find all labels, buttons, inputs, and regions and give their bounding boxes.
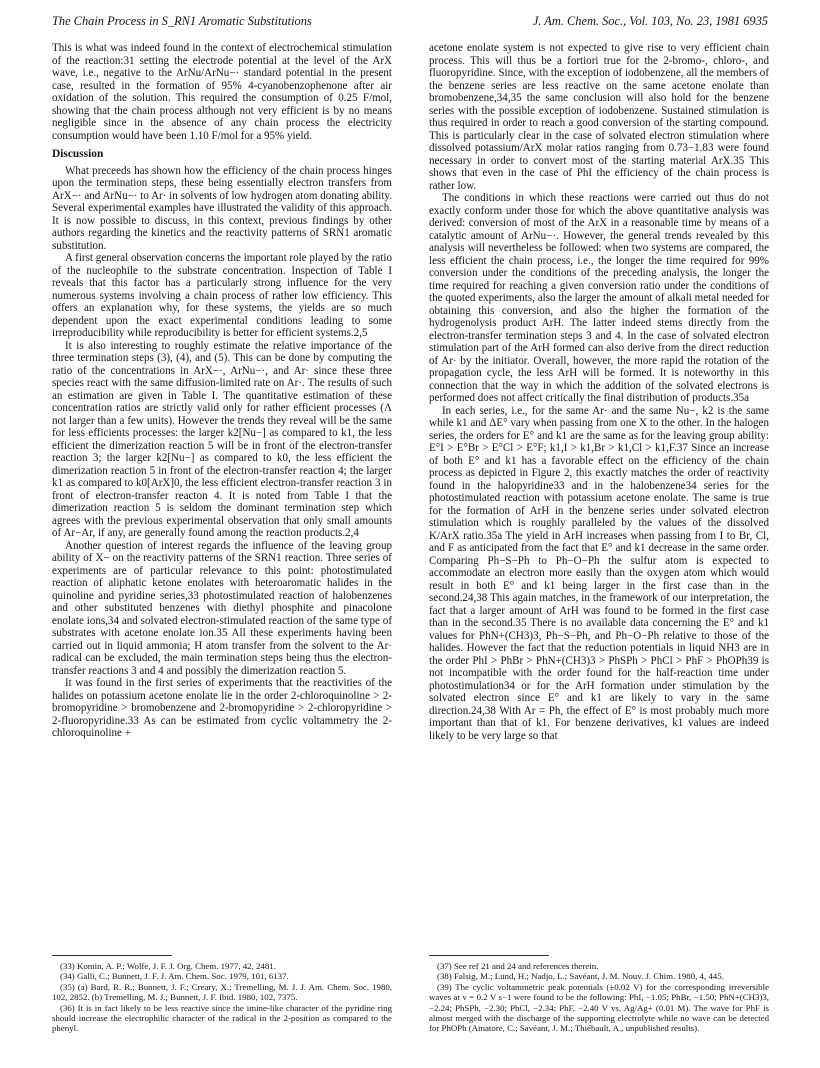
running-title: The Chain Process in S_RN1 Aromatic Substitutions xyxy=(52,14,312,28)
running-header xyxy=(52,14,768,32)
journal-citation: J. Am. Chem. Soc., Vol. 103, No. 23, 1981 6935 xyxy=(532,14,768,28)
paragraph: What preceeds has shown how the efficiency of the chain process hinges upon the termination steps, these being essentially electron transfers from ArX−· and ArNu−· to Ar· in solvents of low hydrogen atom donating ability. Several experimental examples have illustrated the validity of this approach. It is now possible to discuss, in this context, previous findings by other authors regarding the kinetics and the reactivity patterns of SRN1 aromatic substitution. xyxy=(52,164,392,252)
paragraph: It was found in the first series of experiments that the reactivities of the halides on potassium acetone enolate lie in the order 2-chloroquinoline > 2-bromopyridine > bromobenzene and 2-bromopyridine > 2-chloropyridine > 2-fluoropyridine.33 As can be estimated from cyclic voltammetry the 2-chloroquinoline + xyxy=(52,677,392,739)
paragraph: Another question of interest regards the influence of the leaving group ability of X− on the reactivity patterns of the SRN1 reaction. Three series of experiments are of particular relevance to this point: photostimulated reaction of aliphatic ketone enolates with heteroaromatic halides in the quinoline and pyridine series,33 photostimulated reaction of halobenzenes and other substituted benzenes with diethyl phosphite and pinacolone enolate ions,34 and solvated electron-stimulated reaction of the same type of substrates with acetone enolate ion.35 All these experiments having been carried out in liquid ammonia; H atom transfer from the solvent to the Ar· radical can be excluded, the main termination steps being thus the electron-transfer reactions 3 and 4 and possibly the dimerization reaction 5. xyxy=(52,539,392,677)
paragraph: It is also interesting to roughly estimate the relative importance of the three termination steps (3), (4), and (5). This can be done by computing the ratio of the concentrations in ArX−·, ArNu−·, and Ar· since these three species react with the same diffusion-limited rate on Ar·. The results of such an estimation are given in Table I. The quantitative estimation of these concentration ratios are strictly valid only for rather efficient processes (Λ not larger than a few units). However the trends they reveal will be the same for less efficients processes: the larger k2[Nu−] as compared to k1, the less efficient the dimerization reaction 5 will be in front of the electron-transfer reaction 3; the larger k2[Nu−] as compared to k0, the less efficient the dimerization reaction 5 in front of the electron-transfer reaction 4; the larger k1 as compared to k0[ArX]0, the less efficient electron-transfer reaction 3 in front of electron-transfer reacton 4. It is noted from Table I that the dimerization reaction 5 is seldom the dominant termination step which agrees with the previous experimental observation that only small amounts of Ar−Ar, if any, are generally found among the reaction products.2,4 xyxy=(52,339,392,539)
left-column xyxy=(52,42,392,740)
paragraph: This is what was indeed found in the context of electrochemical stimulation of the reaction:31 setting the electrode potential at the level of the ArX wave, i.e., negative to the ArNu/ArNu−· standard potential in the present case, resulted in the formation of 95% 4-cyanobenzophenone after air oxidation of the solution. This required the consumption of 0.25 F/mol, showing that the chain process although not very efficient is by no means negligible since in the absence of any chain process the electricity consumption would have been 1.10 F/mol for a 95% yield. xyxy=(52,42,392,142)
paragraph: acetone enolate system is not expected to give rise to very efficient chain process. This will thus be a fortiori true for the 2-bromo-, chloro-, and fluoropyridine. Since, with the exception of iodobenzene, all the members of the benzene series are less reactive on the same acetone enolate than bromobenzene,34,35 the same conclusion will also hold for the benzene series with the possible exception of iodobenzene. Sustained stimulation is thus required in order to reach a good conversion of the starting compound. This is particularly clear in the case of solvated electron stimulation where dissolved potassium/ArX molar ratios ranging from 0.73−1.83 were found necessary in order to convert most of the starting material ArX.35 This shows that even in the case of PhI the efficiency of the chain process is rather low. xyxy=(429,42,769,192)
right-column xyxy=(429,42,769,742)
footnote: (38) Falsig, M.; Lund, H.; Nadjo, L.; Savéant, J. M. Nouv. J. Chim. 1980, 4, 445. xyxy=(437,971,724,982)
footnote: (37) See ref 21 and 24 and references therein. xyxy=(437,961,599,971)
footnote-rule xyxy=(52,955,172,956)
footnote: (35) (a) Bard, R. R.; Bunnett, J. F.; Creary, X.; Tremelling, M. J. J. Am. Chem. Soc. 1980, 102, 2852. (b) Tremelling, M. J.; Bunnett, J. F. Ibid. 1980, 102, 7375. xyxy=(52,981,392,1003)
footnote: (39) The cyclic voltammetric peak potentials (±0.02 V) for the corresponding irreversible waves at v = 0.2 V s−1 were found to be the following: PhI, −1.05; PhBr, −1.50; PhN+(CH3)3, −2.24; PhSPh, −2.30; PhCl, −2.34; PhF, −2.40 V vs. Ag/Ag+ (0.01 M). The wave for PhF is almost merged with the discharge of the supporting electrolyte while no wave can be detected for PhOPh (Amatore, C.; Savéant, J. M.; Thiébault, A., unpublished results). xyxy=(429,981,769,1034)
paragraph: A first general observation concerns the important role played by the ratio of the nucleophile to the substrate concentration. Inspection of Table I reveals that this factor has a particularly strong influence for the very numerous systems involving a chain process of rather low efficiency. This offers an explanation why, for these systems, the yields are so much dependent upon the exact experimental conditions leading to some irreproducibility while reproducibility is better for efficient systems.2,5 xyxy=(52,252,392,339)
footnotes-left xyxy=(52,955,392,1034)
footnotes-right xyxy=(429,955,769,1034)
section-heading-discussion: Discussion xyxy=(52,148,104,160)
paragraph: In each series, i.e., for the same Ar· and the same Nu−, k2 is the same while k1 and ΔE° vary when passing from one X to the other. In the halogen series, the orders for E° and k1 are the same as for the leaving group ability: E°I > E°Br > E°Cl > E°F; k1,I > k1,Br > k1,Cl > k1,F.37 Since an increase of both E° and k1 has a favorable effect on the efficiency of the chain process as depicted in Figure 2, this exactly matches the order of reactivity found in the halopyridine33 and in the halobenzene34 series for the photostimulated reaction with potassium acetone enolate. The same is true for the formation of ArH in the benzene series under solvated electron stimulation which is roughly paralleled by the values of the dissolved K/ArX ratio.35a The yield in ArH increases when passing from I to Br, Cl, and F as anticipated from the fact that E° and k1 decrease in the same order. Comparing Ph−S−Ph to Ph−O−Ph the sulfur atom is expected to accommodate an electron more easily than the oxygen atom which would result in both E° and k1 being larger in the first case than in the second.24,38 This again matches, in the framework of our interpretation, the fact that a larger amount of ArH was found to be formed in the first case than in the second.35 There is no available data concerning the E° and k1 values for PhN+(CH3)3, Ph−S−Ph, and Ph−O−Ph relative to those of the halides. However the fact that the reduction potentials in liquid NH3 are in the order PhI > PhBr > PhN+(CH3)3 > PhSPh > PhCl > PhF > PhOPh39 is not incompatible with the order found for the half-reaction time under photostimulation34 or for the ArH formation under stimulation by the solvated electron since E° and k1 are likely to vary in the same direction.24,38 With Ar = Ph, the effect of E° is most probably much more important than that of k1. For benzene derivatives, k1 values are indeed likely to be very large so that xyxy=(429,404,769,742)
footnote: (33) Komin, A. P.; Wolfe, J. F. J. Org. Chem. 1977, 42, 2481. xyxy=(60,961,276,971)
paragraph: The conditions in which these reactions were carried out thus do not exactly conform under those for which the above quantitative analysis was derived: conversion of most of the ArX in a reasonable time by means of a catalytic amount of ArNu−·. However, the general trends revealed by this analysis will nevertheless be followed: when two systems are compared, the less efficient the chain process, i.e., the longer the time required for 99% conversion under the conditions of the preceding analysis, the longer the time required for reaching a given conversion ratio under the conditions of the quoted experiments, also the larger the amount of alkali metal needed for obtaining this conversion, and also the higher the formation of the hydrogenolysis product ArH. The latter indeed stems directly from the electron-transfer termination steps 3 and 4. In the case of solvated electron stimulation part of the ArH formed can also derive from the direct reduction of Ar· by the initiator. Overall, however, the more rapid the rotation of the propagation cycle, the less ArH will be formed. It is noteworthy in this connection that the way in which the addition of the solvated electrons is performed does not affect critically the final distribution of products.35a xyxy=(429,192,769,404)
footnote: (36) It is in fact likely to be less reactive since the imine-like character of the pyridine ring should increase the electrophilic character of the radical in the 2-position as compared to the phenyl. xyxy=(52,1002,392,1034)
footnote-rule xyxy=(429,955,549,956)
footnote: (34) Galli, C.; Bunnett, J. F. J. Am. Chem. Soc. 1979, 101, 6137. xyxy=(60,971,289,982)
